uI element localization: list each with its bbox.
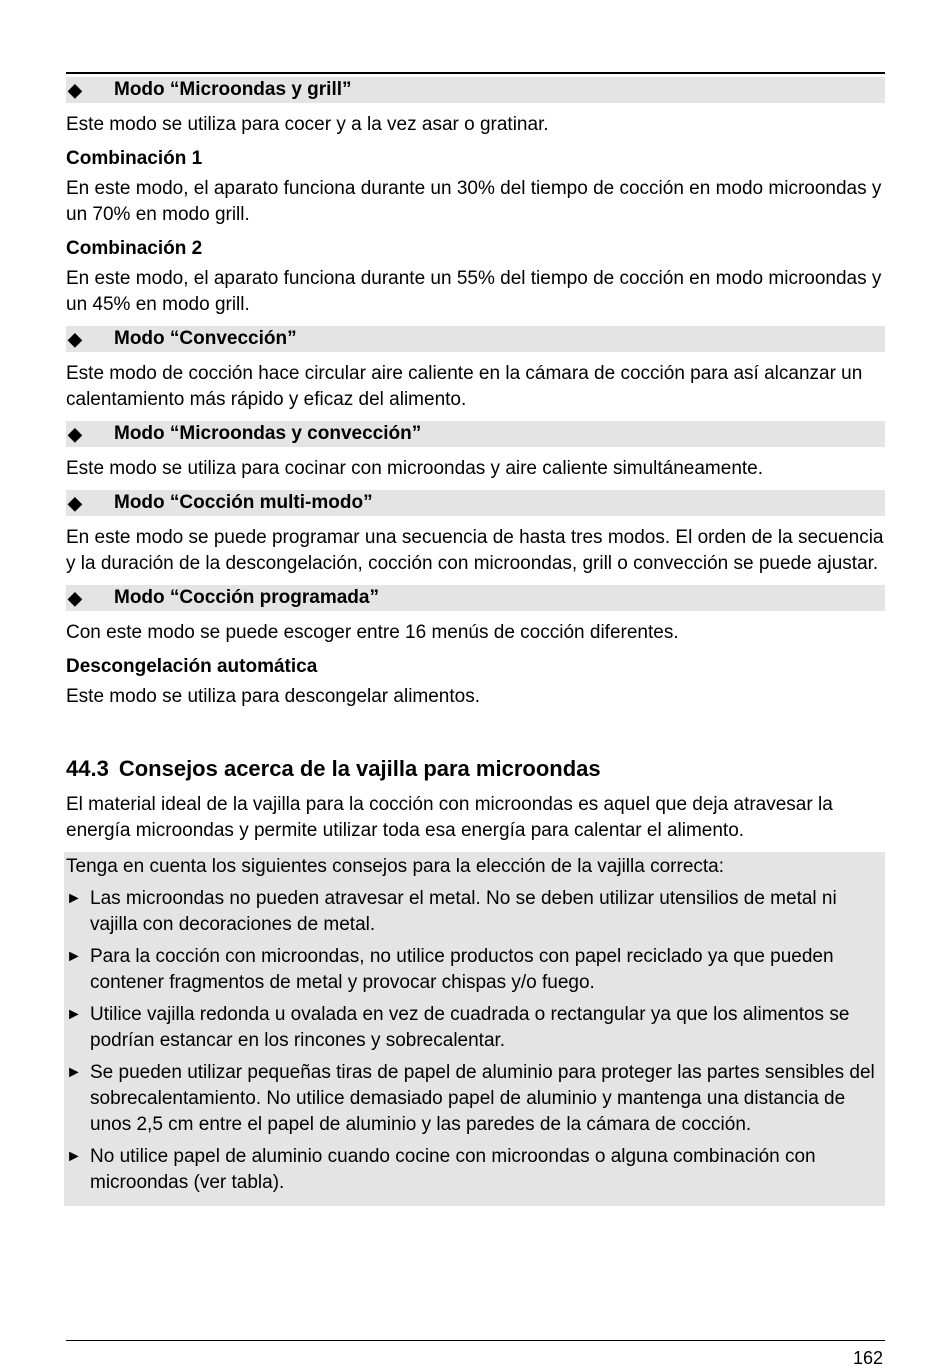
tips-box — [64, 852, 885, 1206]
triangle-right-icon: ► — [66, 1148, 82, 1165]
mode-heading-grill — [66, 77, 885, 103]
mode-heading-label: Modo “Cocción programada” — [114, 587, 379, 608]
combination-1-title: Combinación 1 — [66, 148, 203, 169]
combination-1-text: En este modo, el aparato funciona durante un 30% del tiempo de cocción en modo microondas y un 70% en modo grill. — [66, 178, 882, 225]
mode-heading-programmed — [66, 585, 885, 611]
top-rule — [66, 72, 885, 74]
convection-text: Este modo de cocción hace circular aire caliente en la cámara de cocción para así alcanzar un calentamiento más rápido y eficaz del alimento. — [66, 363, 863, 410]
mode-heading-multi-mode — [66, 490, 885, 516]
list-item — [66, 944, 877, 996]
tip-text: Para la cocción con microondas, no utilice productos con papel reciclado ya que pueden contener fragmentos de metal y provocar chispas y/o fuego. — [90, 946, 834, 993]
page-number: 162 — [852, 1348, 883, 1368]
auto-defrost-text: Este modo se utiliza para descongelar alimentos. — [66, 686, 481, 707]
section-title: Consejos acerca de la vajilla para microondas — [118, 756, 601, 781]
diamond-icon: ◆ — [68, 492, 82, 513]
list-item — [66, 886, 877, 938]
auto-defrost-title: Descongelación automática — [66, 656, 318, 677]
diamond-icon: ◆ — [68, 328, 82, 349]
list-item — [66, 1060, 877, 1138]
tip-text: Utilice vajilla redonda u ovalada en vez de cuadrada o rectangular ya que los alimentos se podrían estancar en los rincones y sobrecalentar. — [90, 1004, 850, 1051]
page-content — [66, 77, 885, 1206]
triangle-right-icon: ► — [66, 1006, 82, 1023]
tip-text: Se pueden utilizar pequeñas tiras de papel de aluminio para proteger las partes sensibles del sobrecalentamiento. No utilice demasiado papel de aluminio y mantenga una distancia de unos 2,5 cm entre el papel de aluminio y las paredes de la cámara de cocción. — [90, 1062, 875, 1135]
grill-intro: Este modo se utiliza para cocer y a la vez asar o gratinar. — [66, 114, 549, 135]
triangle-right-icon: ► — [66, 1064, 82, 1081]
list-item — [66, 1002, 877, 1054]
section-number: 44.3 — [66, 756, 109, 781]
diamond-icon: ◆ — [68, 587, 82, 608]
mode-heading-label: Modo “Convección” — [114, 328, 297, 349]
mode-heading-label: Modo “Microondas y convección” — [114, 423, 422, 444]
micro-convection-text: Este modo se utiliza para cocinar con microondas y aire caliente simultáneamente. — [66, 458, 764, 479]
multi-mode-text: En este modo se puede programar una secuencia de hasta tres modos. El orden de la secuencia y la duración de la descongelación, cocción con microondas, grill o convección se puede ajustar. — [66, 527, 884, 574]
mode-heading-label: Modo “Microondas y grill” — [114, 79, 352, 100]
diamond-icon: ◆ — [68, 79, 82, 100]
tips-intro: Tenga en cuenta los siguientes consejos para la elección de la vajilla correcta: — [66, 856, 725, 877]
combination-2-text: En este modo, el aparato funciona durante un 55% del tiempo de cocción en modo microondas y un 45% en modo grill. — [66, 268, 882, 315]
section-intro: El material ideal de la vajilla para la cocción con microondas es aquel que deja atravesar la energía microondas y permite utilizar toda esa energía para calentar el alimento. — [66, 794, 833, 841]
list-item — [66, 1144, 877, 1196]
tip-text: No utilice papel de aluminio cuando cocine con microondas o alguna combinación con microondas (ver tabla). — [90, 1146, 816, 1193]
diamond-icon: ◆ — [68, 423, 82, 444]
mode-heading-micro-convection — [66, 421, 885, 447]
section-heading — [66, 754, 885, 784]
tip-text: Las microondas no pueden atravesar el metal. No se deben utilizar utensilios de metal ni vajilla con decoraciones de metal. — [90, 888, 837, 935]
triangle-right-icon: ► — [66, 948, 82, 965]
mode-heading-label: Modo “Cocción multi-modo” — [114, 492, 373, 513]
bottom-rule — [66, 1340, 885, 1341]
programmed-text: Con este modo se puede escoger entre 16 menús de cocción diferentes. — [66, 622, 679, 643]
triangle-right-icon: ► — [66, 890, 82, 907]
mode-heading-convection — [66, 326, 885, 352]
combination-2-title: Combinación 2 — [66, 238, 203, 259]
